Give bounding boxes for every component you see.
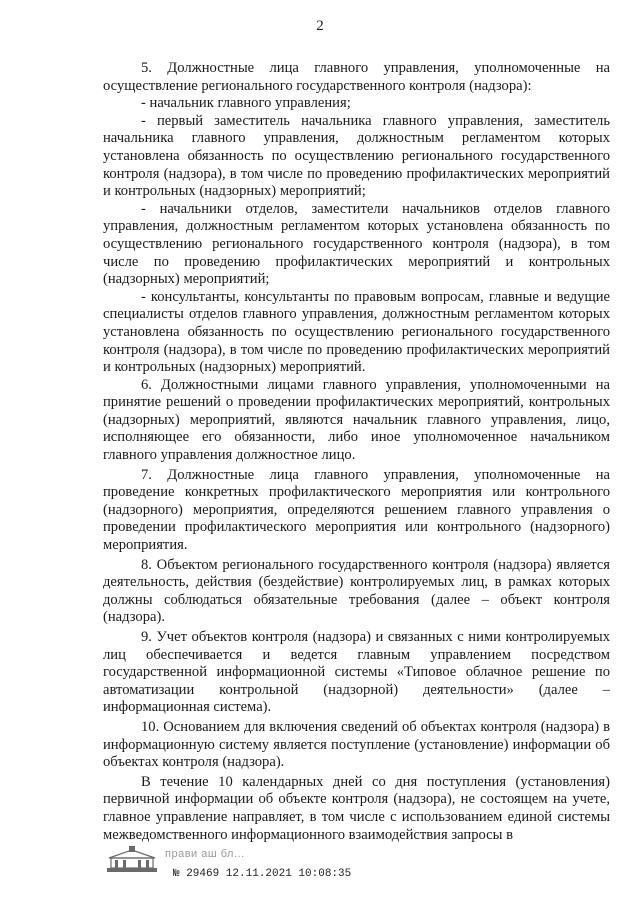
- list-item: - начальники отделов, заместители начальников отделов главного управления, должностным регламентом которых установлена обязанность по осуществлению регионального государственного контроля (надзора), в том числе по проведению профилактических мероприятий и контрольных (надзорных) мероприятий;: [103, 200, 610, 288]
- paragraph-6: 6. Должностными лицами главного управления, уполномоченными на принятие решений о проведении профилактических мероприятий, контрольных (надзорных) мероприятий, являются начальник главного управления, лицо, исполняющее его обязанности, либо иное уполномоченное начальником главного управления должностное лицо.: [103, 376, 610, 464]
- list-item: - начальник главного управления;: [141, 95, 351, 112]
- paragraph-5: 5. Должностные лица главного управления, уполномоченные на осуществление регионального государственного контроля (надзора):: [103, 60, 610, 94]
- paragraph-7: 7. Должностные лица главного управления, уполномоченные на проведение конкретных профилактического мероприятия или контрольного (надзорного) мероприятия, определяются решением главного управления о проведении профилактического мероприятия или контрольного (надзорного) мероприятия.: [103, 466, 610, 554]
- paragraph-10-continued: В течение 10 календарных дней со дня поступления (установления) первичной информации об объекте контроля (надзора), не состоящем на учете, главное управление направляет, в том числе с использованием единой системы межведомственного информационного взаимодействия запросы в: [103, 773, 610, 843]
- document-body: [103, 60, 610, 844]
- list-item: - первый заместитель начальника главного управления, заместитель начальника главного управления, должностным регламентом которых установлена обязанность по осуществлению регионального государственного контроля (надзора), в том числе по проведению профилактических мероприятий и контрольных (надзорных) мероприятий;: [103, 112, 610, 200]
- paragraph-10: 10. Основанием для включения сведений об объектах контроля (надзора) в информационную систему является поступление (установление) информации об объектах контроля (надзора).: [103, 718, 610, 771]
- footer-organization-text: прави аш бл...: [165, 848, 245, 860]
- document-footer: [103, 846, 603, 886]
- list-item: - консультанты, консультанты по правовым вопросам, главные и ведущие специалисты отделов главного управления, должностным регламентом которых установлена обязанность по осуществлению регионального государственного контроля (надзора), в том числе по проведению профилактических мероприятий и контрольных (надзорных) мероприятий.: [103, 288, 610, 376]
- paragraph-9: 9. Учет объектов контроля (надзора) и связанных с ними контролируемых лиц обеспечивается и ведется главным управлением посредством государственной информационной системы «Типовое облачное решение по автоматизации контрольной (надзорной) деятельности» (далее – информационная система).: [103, 629, 610, 716]
- page-number: 2: [316, 18, 324, 34]
- paragraph-8: 8. Объектом регионального государственного контроля (надзора) является деятельность, действия (бездействие) контролируемых лиц, в рамках которых должны соблюдаться обязательные требования (далее – объект контроля (надзора).: [103, 556, 610, 626]
- government-building-logo-icon: [103, 846, 161, 876]
- registration-stamp: № 29469 12.11.2021 10:08:35: [173, 868, 352, 880]
